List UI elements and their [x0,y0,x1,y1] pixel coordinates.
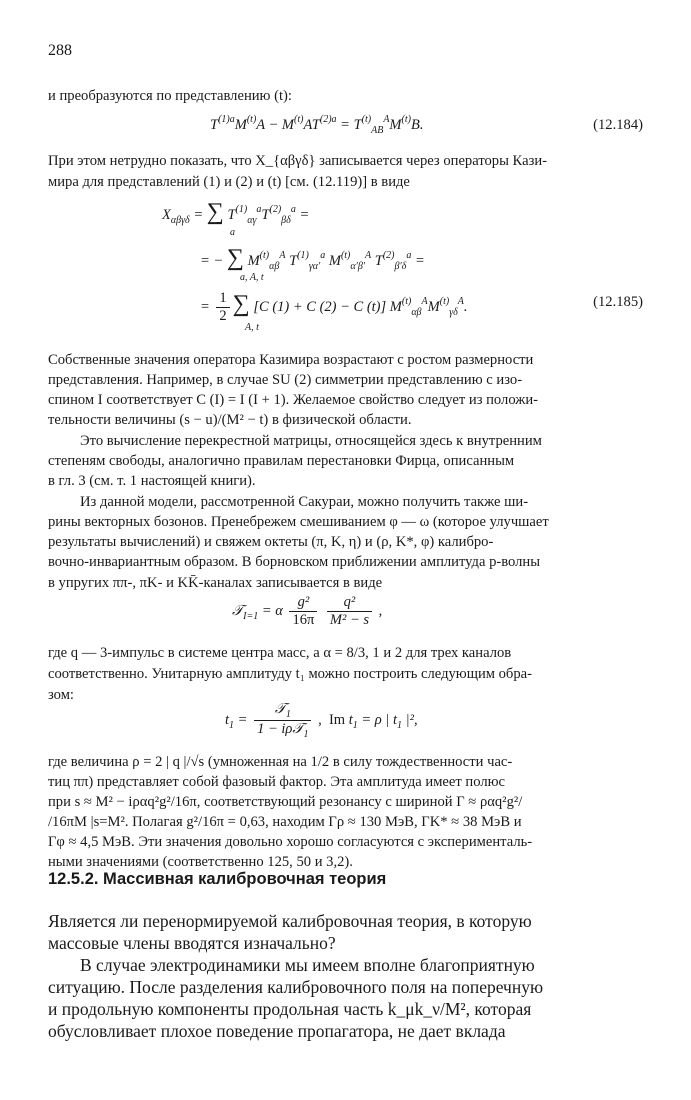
equation-12-185-line-3: = $\frac{1}{2}$ ∑ [C (1) + C (2) − C (t)] $M^{(t)}_{\alpha\beta}^AM^{(t)}_{\gamma\delta}^A$. [200,290,468,324]
section-heading: 12.5.2. Массивная калибровочная теория [48,870,387,888]
text-line: рины векторных бозонов. Пренебрежем смешиванием φ — ω (которое улучшает [48,514,549,530]
text-line: При этом нетрудно показать, что X_{αβγδ} записывается через операторы Кази- [48,153,548,169]
text-line: /16πM |s=M². Полагая g²/16π = 0,63, находим Γρ ≈ 130 МэВ, ΓK* ≈ 38 МэВ и [48,814,522,830]
text-line: результаты вычислений) и свяжем октеты (π, K, η) и (ρ, K*, φ) калибро- [48,534,494,550]
text-line: тельности величины (s − u)/(M² − t) в физической области. [48,412,412,428]
text-line: вочно-инвариантным образом. В борновском приближении амплитуда p-волны [48,554,541,570]
text-line: в гл. 3 (см. т. 1 настоящей книги). [48,473,256,489]
text-line: соответственно. Унитарную амплитуду t₁ можно построить следующим обра- [48,666,532,682]
text-line: Собственные значения оператора Казимира возрастают с ростом размерности [48,352,534,368]
equation-number: (12.184) [593,117,643,133]
body-line: ситуацию. После разделения калибровочного поля на поперечную [48,977,544,997]
equation-12-185-line-1: $X_{\alpha\beta\gamma\delta}$ = ∑ $T^{(1)}_{\alpha\gamma}^aT^{(2)}_{\beta\delta}^a$ = [162,199,310,226]
text-line: Γφ ≈ 4,5 МэВ. Эти значения довольно хорошо согласуются с эксперименталь- [48,834,533,850]
amplitude-equation: 𝒯$_{I=1}$ = α $\frac{\text{g²}}{16\pi}$ $\frac{\text{q²}}{\text{M² − s}}$ , [232,594,383,628]
text-line: ными значениями (соответственно 125, 50 и 3,2). [48,854,353,870]
equation-12-185-line-2: = − ∑ $M^{(t)}_{\alpha\beta}^A$ $T^{(1)}_{\gamma\alpha'}^a$ $M^{(t)}_{\alpha'\beta'}^A$ $T^{(2)}_{\beta'\delta}^a$ = [200,245,425,272]
body-line: и продольную компоненты продольная часть k_μk_ν/M², которая [48,999,532,1019]
body-line: массовые члены вводятся изначально? [48,933,336,953]
text-line: тиц ππ) представляет собой фазовый фактор. Эта амплитуда имеет полюс [48,774,505,790]
sum-index: A, t [245,322,259,333]
text-line: Из данной модели, рассмотренной Сакураи, можно получить также ши- [80,494,529,510]
body-line: обусловливает плохое поведение пропагатора, не дает вклада [48,1021,506,1041]
sum-index: a, A, t [240,272,264,283]
text-line: при s ≈ M² − iραq²g²/16π, соответствующий резонансу с шириной Γ ≈ ραq²g²/ [48,794,523,810]
text-line: степеням свободы, аналогично правилам перестановки Фирца, описанным [48,453,515,469]
text-line: зом: [48,687,74,703]
text-line: и преобразуются по представлению (t): [48,88,292,104]
body-line: Является ли перенормируемой калибровочная теория, в которую [48,911,532,931]
text-line: мира для представлений (1) и (2) и (t) [см. (12.119)] в виде [48,174,410,190]
equation-12-184: $T^{(1)a}M^{(t)}A - M^{(t)}AT^{(2)a} = T^{(t)}_{AB}^AM^{(t)}B$. [210,114,424,136]
text-line: спином I соответствует C (I) = I (I + 1). Желаемое свойство следует из положи- [48,392,539,408]
text-line: представления. Например, в случае SU (2) симметрии представлению с изо- [48,372,523,388]
sum-index: a [230,227,235,238]
page-number: 288 [48,42,72,59]
body-line: В случае электродинамики мы имеем вполне благоприятную [80,955,535,975]
unitary-amplitude-equation: $t_1$ = $\frac{𝒯_1}{1 - i\rho 𝒯_1}$ , Im $t_1 = \rho$ | $t_1$ |², [225,701,418,740]
text-line: где q — 3-импульс в системе центра масс, а α = 8/3, 1 и 2 для трех каналов [48,645,512,661]
text-line: в упругих ππ-, πK- и KK̄-каналах записывается в виде [48,575,383,591]
text-line: где величина ρ = 2 | q |/√s (умноженная на 1/2 в силу тождественности час- [48,754,513,770]
equation-number: (12.185) [593,294,643,310]
text-line: Это вычисление перекрестной матрицы, относящейся здесь к внутренним [80,433,542,449]
